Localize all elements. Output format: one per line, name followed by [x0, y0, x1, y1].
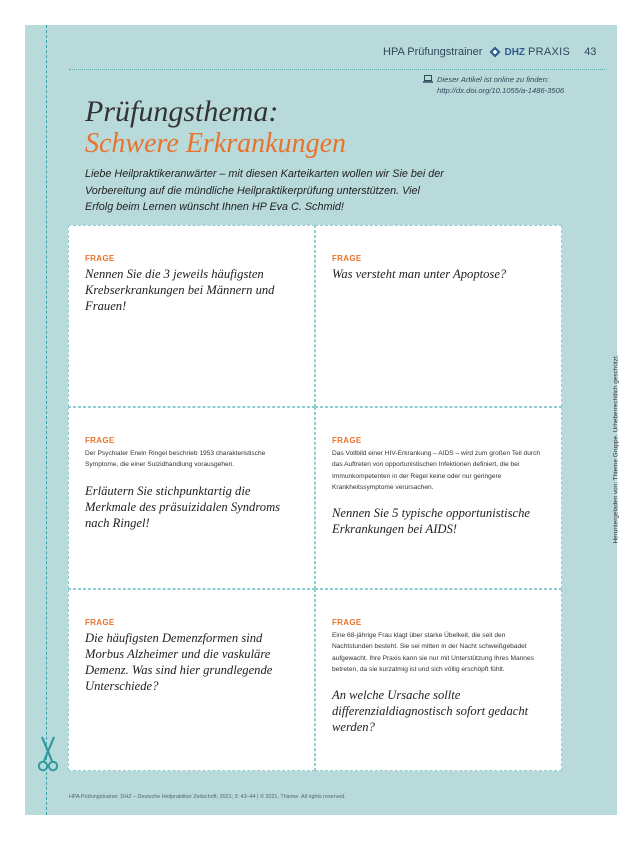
card-question: Nennen Sie die 3 jeweils häufigsten Krebserkrankungen bei Männern und Frauen!: [85, 267, 275, 313]
card-question: Die häufigsten Demenzformen sind Morbus Alzheimer und die vaskuläre Demenz. Was sind hier grundlegende Unterschiede?: [85, 631, 273, 693]
footer-citation: HPA Prüfungstrainer. DHZ – Deutsche Heilpraktiker Zeitschrift; 2021; 3: 43–44 | © 2021. Thieme. All rights reserved.: [69, 794, 346, 800]
card-question: Was versteht man unter Apoptose?: [332, 267, 507, 281]
online-notice-link[interactable]: http://dx.doi.org/10.1055/a-1486-3506: [437, 86, 565, 95]
dhz-praxis-brand: [489, 46, 570, 58]
cut-line: [46, 25, 47, 815]
page-panel: [25, 25, 620, 815]
online-notice: [437, 74, 564, 96]
card-context: Eine 68-jährige Frau klagt über starke Übelkeit, die seit den Nachtstunden besteht. Sie sei mitten in der Nacht schweißgebadet aufgewacht. Ihre Praxis kann sie nur mit Unterstützung Ihres Mannes betreten, da sie kurzatmig ist und sich völlig erschöpft fühlt.: [332, 632, 534, 673]
header: [383, 46, 596, 58]
laptop-icon: [423, 75, 433, 83]
side-copyright-note: [610, 329, 622, 569]
flashcard: [68, 589, 315, 771]
scissors-icon: [37, 737, 59, 773]
card-context: Das Vollbild einer HIV-Erkrankung – AIDS – wird zum großen Teil durch das Auftreten von opportunistischen Infektionen definiert, die bei Immunkompetenten in der Regel keine oder nur geringere Krankheitssymptome verursachen.: [332, 450, 541, 491]
card-label: FRAGE: [85, 618, 115, 627]
flashcard: [68, 225, 315, 407]
flashcard: [68, 407, 315, 589]
card-label: FRAGE: [85, 254, 115, 263]
page-subtitle: Schwere Erkrankungen: [85, 128, 346, 159]
praxis-text: PRAXIS: [528, 46, 571, 58]
side-copyright-text: Heruntergeladen von: Thieme Gruppe. Urheberrechtlich geschützt.: [612, 354, 620, 544]
header-divider: [69, 69, 605, 70]
card-question: An welche Ursache sollte differenzialdiagnostisch sofort gedacht werden?: [332, 688, 529, 735]
dhz-logo-icon: [489, 46, 501, 58]
card-label: FRAGE: [332, 618, 362, 627]
flashcard: [315, 407, 562, 589]
flashcard: [315, 589, 562, 771]
page-number: 43: [584, 46, 597, 58]
page-title: Prüfungsthema:: [85, 95, 279, 128]
dhz-logo-text: DHZ: [504, 46, 526, 58]
card-label: FRAGE: [332, 254, 362, 263]
card-question: Nennen Sie 5 typische opportunistische Erkrankungen bei AIDS!: [332, 506, 530, 537]
flashcard-grid: [68, 225, 562, 771]
card-label: FRAGE: [85, 436, 115, 445]
card-question: Erläutern Sie stichpunktartig die Merkmale des präsuizidalen Syndroms nach Ringel!: [85, 483, 281, 530]
card-label: FRAGE: [332, 436, 362, 445]
flashcard: [315, 225, 562, 407]
intro-paragraph: Liebe Heilpraktikeranwärter – mit diesen Karteikarten wollen wir Sie bei der Vorbereitung auf die mündliche Heilpraktikerprüfung unterstützen. Viel Erfolg beim Lernen wünscht Ihnen HP Eva C. Schmid!: [85, 168, 444, 213]
card-context: Der Psychiater Erwin Ringel beschrieb 1953 charakteristische Symptome, die einer Suizidhandlung vorausgehen.: [85, 450, 266, 469]
journal-name: HPA Prüfungstrainer: [383, 46, 483, 58]
online-notice-text: Dieser Artikel ist online zu finden:: [437, 75, 549, 84]
